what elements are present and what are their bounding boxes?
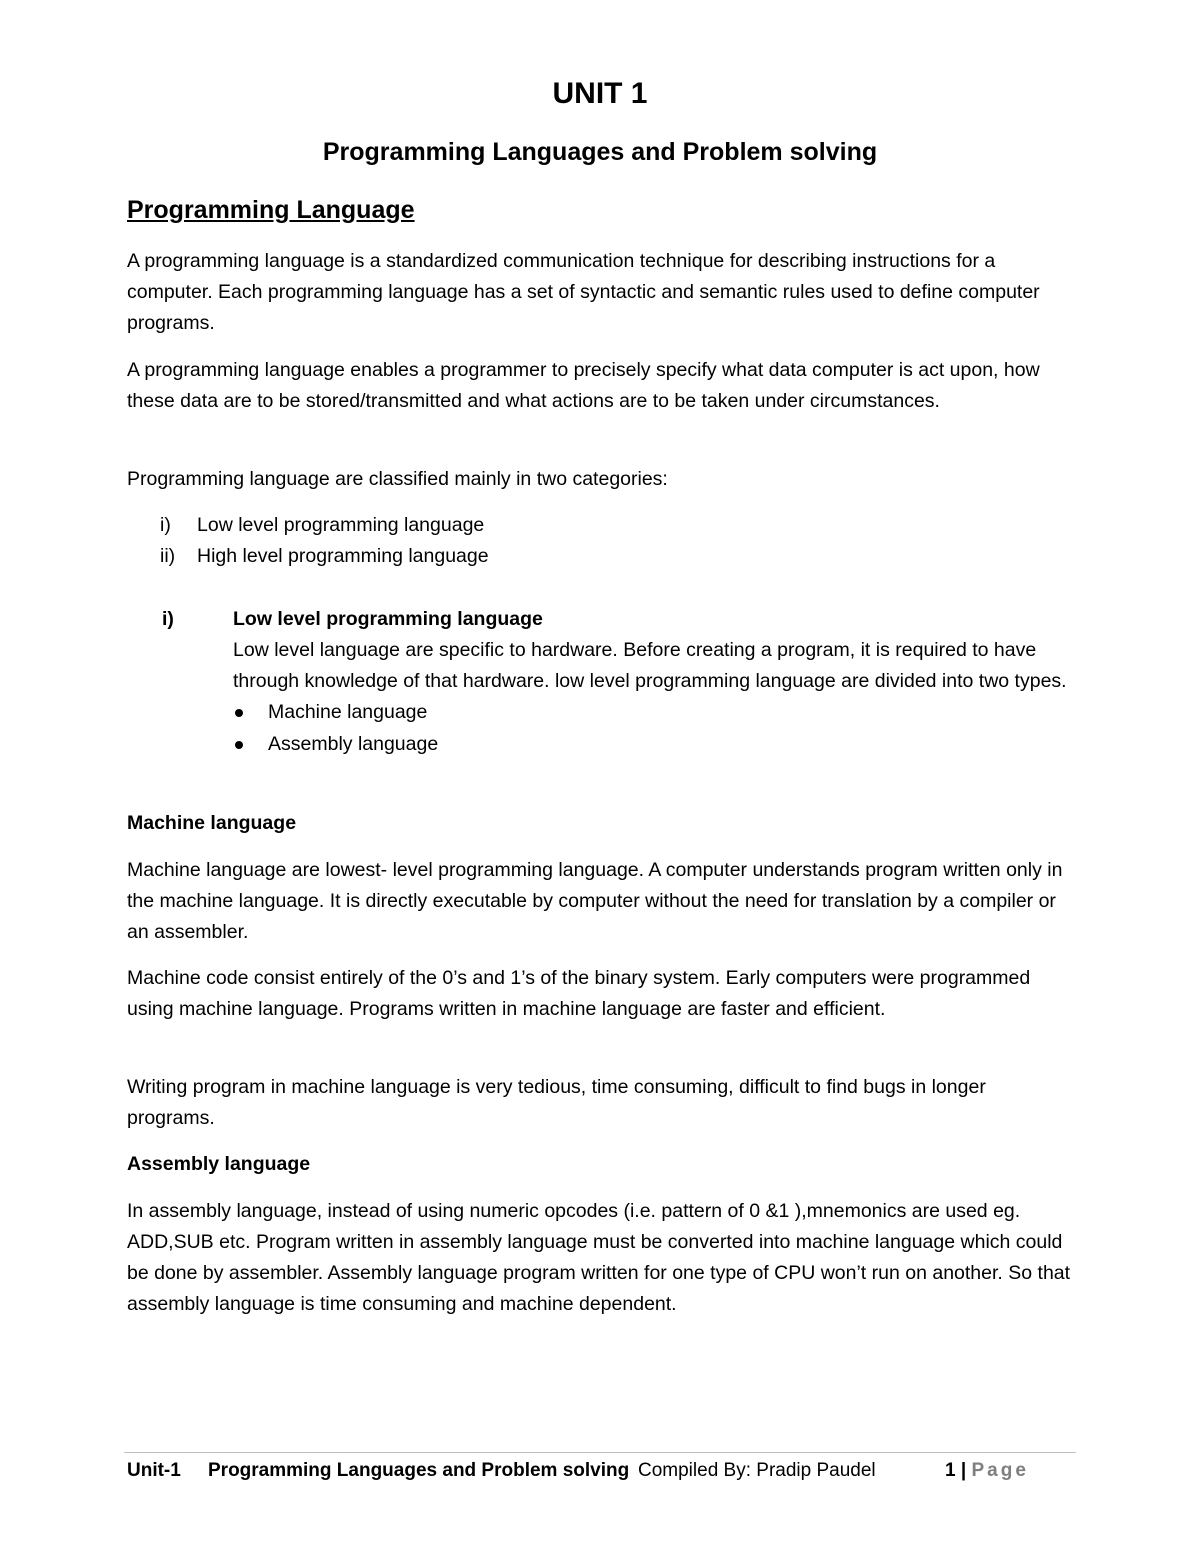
intro-paragraph-2: A programming language enables a programmer to precisely specify what data computer is act upon, how these data are to be stored/transmitted and what actions are to be taken under circumstances. — [127, 359, 1040, 412]
subsection-number: i) — [162, 608, 174, 630]
assembly-language-heading: Assembly language — [127, 1153, 311, 1175]
intro-paragraph-3: Programming language are classified mainly in two categories: — [127, 468, 668, 490]
low-level-subsection — [233, 604, 1078, 760]
list-item — [233, 697, 1078, 729]
document-subtitle: Programming Languages and Problem solving — [322, 138, 878, 166]
page-separator: | — [960, 1460, 967, 1481]
unit-title: UNIT 1 — [552, 77, 648, 110]
list-item-label: Machine language — [268, 701, 428, 723]
list-item-label: Low level programming language — [197, 514, 485, 536]
footer-divider — [124, 1452, 1076, 1453]
list-item-number: ii) — [160, 545, 176, 567]
bullet-icon — [235, 741, 243, 749]
page-label: Page — [971, 1460, 1029, 1481]
machine-paragraph-2: Machine code consist entirely of the 0’s and 1’s of the binary system. Early computers were programmed using machine language. Programs written in machine language are faster and efficient. — [127, 967, 1031, 1020]
footer-unit: Unit-1 — [127, 1460, 181, 1481]
machine-paragraph-1: Machine language are lowest- level programming language. A computer understands program written only in the machine language. It is directly executable by computer without the need for translation by a compiler or an assembler. — [127, 859, 1063, 943]
list-item-label: Assembly language — [268, 732, 439, 755]
types-list — [233, 697, 1078, 760]
subsection-text: Low level language are specific to hardware. Before creating a program, it is required to have through knowledge of that hardware. low level programming language are divided into two types. — [233, 639, 1067, 692]
list-item-label: High level programming language — [197, 545, 489, 567]
list-item-number: i) — [160, 514, 171, 536]
category-list — [127, 510, 1027, 572]
subsection-title: Low level programming language — [233, 608, 543, 630]
list-item — [127, 541, 1027, 572]
bullet-icon — [235, 709, 243, 717]
assembly-paragraph-1: In assembly language, instead of using numeric opcodes (i.e. pattern of 0 &1 ),mnemonics are used eg. ADD,SUB etc. Program written in assembly language must be converted into machine language which could be done by assembler. Assembly language program written for one type of CPU won’t run on another. So that assembly language is time consuming and machine dependent. — [127, 1200, 1071, 1315]
list-item — [233, 729, 1078, 761]
footer-page-number — [945, 1457, 1029, 1485]
footer-compiled-by: Compiled By: Pradip Paudel — [638, 1460, 876, 1481]
list-item — [127, 510, 1027, 541]
footer-title: Programming Languages and Problem solving — [208, 1460, 630, 1481]
machine-paragraph-3: Writing program in machine language is very tedious, time consuming, difficult to find bugs in longer programs. — [127, 1076, 986, 1129]
machine-language-heading: Machine language — [127, 812, 297, 834]
page-number: 1 — [945, 1460, 956, 1481]
intro-paragraph-1: A programming language is a standardized communication technique for describing instructions for a computer. Each programming language has a set of syntactic and semantic rules used to define computer programs. — [127, 250, 1040, 334]
section-heading: Programming Language — [127, 196, 415, 224]
